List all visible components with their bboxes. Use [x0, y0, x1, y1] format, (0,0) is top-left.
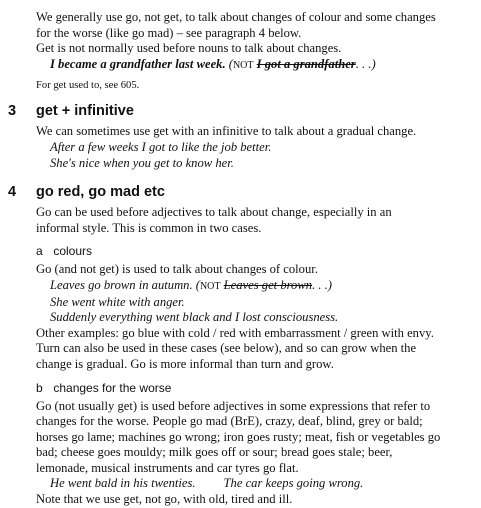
- section-4-heading: [8, 183, 469, 201]
- cross-reference-note: For get used to, see 605.: [36, 80, 140, 92]
- subsection-b-line-4: bad; cheese goes mouldy; milk goes off or sour; bread goes stale; beer,: [36, 445, 393, 460]
- subsection-a-other-2: Turn can also be used in these cases (see below), and so can grow when the: [36, 341, 417, 356]
- subsection-a-heading: [36, 244, 469, 258]
- subsection-b-note: Note that we use get, not go, with old, tired and ill.: [36, 492, 293, 507]
- intro-line-1: We generally use go, not get, to talk about changes of colour and some changes: [36, 10, 436, 24]
- subsection-a-example-1-wrong: Leaves get brown: [223, 277, 313, 292]
- intro-example-main: I became a grandfather last week.: [50, 56, 226, 71]
- not-label: NOT: [232, 59, 254, 71]
- subsection-b-line-2: changes for the worse. People go mad (BrE), crazy, deaf, blind, grey or bald;: [36, 414, 423, 429]
- section-3-heading: [8, 102, 469, 120]
- section-3-text: We can sometimes use get with an infinitive to talk about a gradual change.: [36, 124, 417, 139]
- section-3-title: get + infinitive: [36, 103, 134, 120]
- intro-example: I became a grandfather last week. (NOT I got a grandfather. . .): [50, 56, 376, 71]
- not-label: NOT: [199, 280, 221, 292]
- subsection-a-text: Go (and not get) is used to talk about changes of colour.: [36, 262, 318, 277]
- intro-line-2: for the worse (like go mad) – see paragraph 4 below.: [36, 25, 302, 40]
- subsection-b-examples: [8, 476, 469, 492]
- subsection-a-example-1-main: Leaves go brown in autumn.: [50, 277, 193, 292]
- intro-example-wrong: I got a grandfather: [256, 56, 356, 71]
- subsection-b-heading: [36, 381, 469, 395]
- subsection-a-example-3: Suddenly everything went black and I lost consciousness.: [50, 310, 339, 325]
- subsection-b-title: changes for the worse: [53, 380, 172, 395]
- section-4-number: 4: [8, 184, 17, 201]
- subsection-b-example-1: He went bald in his twenties.: [50, 476, 196, 491]
- subsection-a-example-2: She went white with anger.: [50, 294, 185, 309]
- intro-line-3: Get is not normally used before nouns to talk about changes.: [36, 41, 342, 56]
- subsection-a-title: colours: [53, 244, 93, 259]
- subsection-b-line-3: horses go lame; machines go wrong; iron goes rusty; meat, fish or vegetables go: [36, 429, 441, 444]
- section-4-title: go red, go mad etc: [36, 184, 165, 201]
- subsection-b-line-1: Go (not usually get) is used before adjectives in some expressions that refer to: [36, 398, 431, 413]
- section-3-example-2: She's nice when you get to know her.: [50, 155, 234, 170]
- subsection-b-letter: b: [36, 380, 43, 395]
- subsection-b-example-2: The car keeps going wrong.: [223, 476, 364, 491]
- subsection-a-letter: a: [36, 244, 43, 259]
- section-4-text-1: Go can be used before adjectives to talk about change, especially in an: [36, 205, 392, 220]
- subsection-a-example-1-tail: . . .): [312, 277, 332, 292]
- intro-example-tail: . . .): [355, 56, 376, 71]
- section-3-number: 3: [8, 103, 17, 120]
- subsection-a-other-1: Other examples: go blue with cold / red with embarrassment / green with envy.: [36, 325, 434, 340]
- subsection-b-line-5: lemonade, musical instruments and car tyres go flat.: [36, 460, 299, 475]
- section-3-example-1: After a few weeks I got to like the job better.: [50, 139, 272, 154]
- section-4-text-2: informal style. This is common in two cases.: [36, 220, 262, 235]
- subsection-a-other-3: change is gradual. Go is more informal than turn and grow.: [36, 356, 334, 371]
- subsection-a-example-1: Leaves go brown in autumn. (NOT Leaves get brown. . .): [50, 277, 332, 292]
